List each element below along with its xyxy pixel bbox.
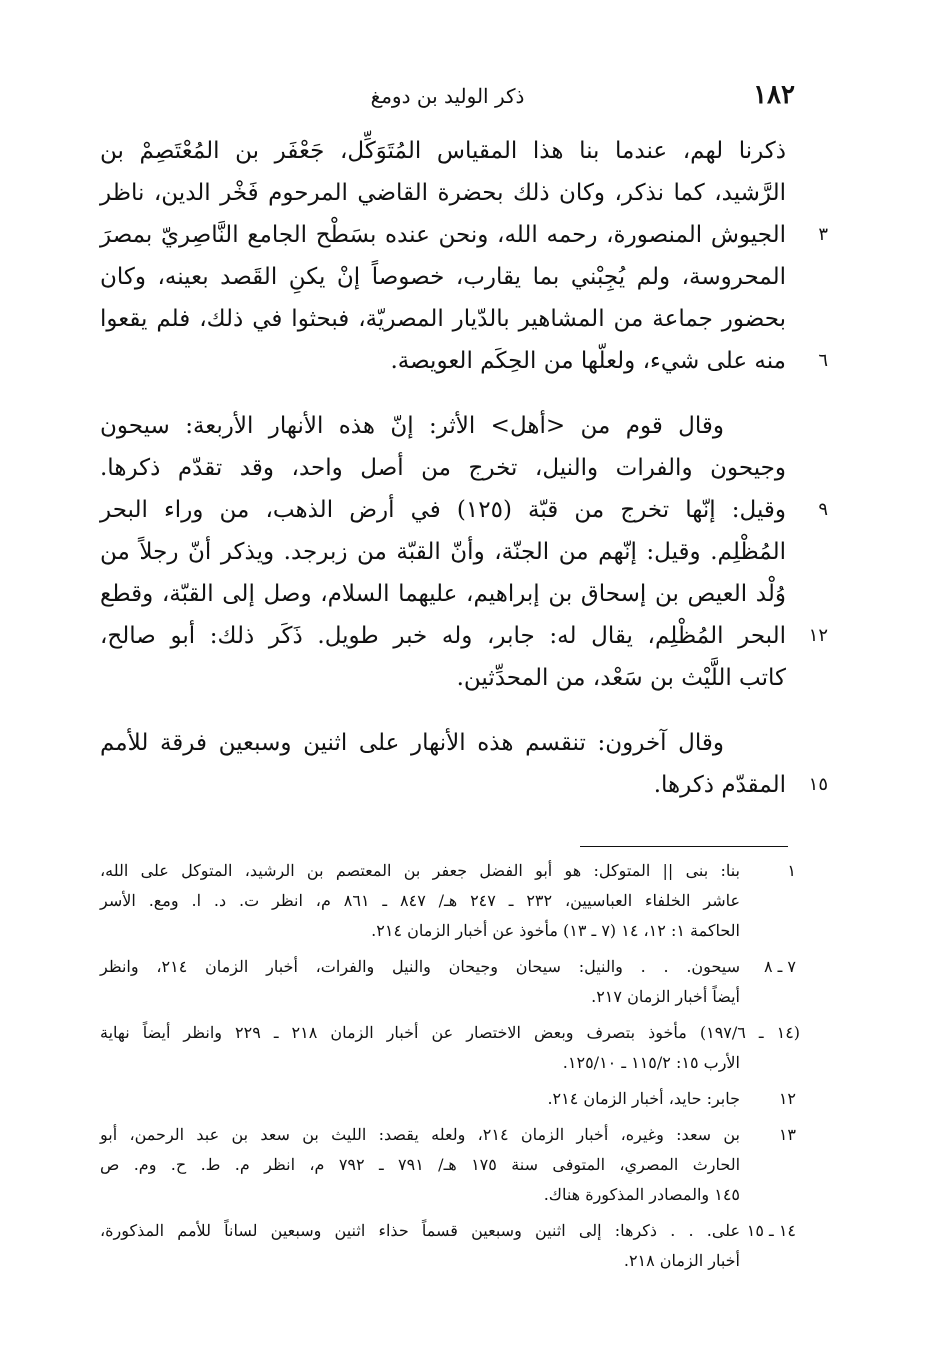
footnote-line: ١٤٥ والمصادر المذكورة هناك. <box>543 1185 740 1204</box>
line-text: وُلْد العيص بن إسحاق بن إبراهيم، عليهما السلام، وصل إلى القبّة، وقطع <box>100 581 786 607</box>
main-text <box>100 130 828 806</box>
footnote-line: بن سعد: وغيره، أخبار الزمان ٢١٤، ولعله يقصد: الليث بن سعد بن عبد الرحمن، أبو <box>100 1125 741 1144</box>
text-line <box>100 172 786 214</box>
text-line <box>100 256 786 298</box>
line-number: ٣ <box>818 224 828 245</box>
footnote-line: الحاكمة ١: ١٢، ١٤ (٧ ـ ١٣) مأخوذ عن أخبار الزمان ٢١٤. <box>371 921 740 940</box>
text-line <box>100 764 828 806</box>
text-line <box>100 447 786 489</box>
page-number: ١٨٢ <box>753 80 795 110</box>
line-number: ١٥ <box>808 774 828 795</box>
footnote-line-with-ref <box>100 1018 800 1048</box>
text-line <box>100 489 828 531</box>
line-text: المحروسة، ولم يُجِبْني بما يقارب، خصوصاً إنْ يكنِ القَصد بعينه، وكان <box>100 264 786 290</box>
footnote-line: أخبار الزمان ٢١٨. <box>623 1251 740 1270</box>
footnote-line: سيحون. . . والنيل: سيحان وجيحان والنيل والفرات، أخبار الزمان ٢١٤، وانظر <box>100 957 741 976</box>
line-text: بحضور جماعة من المشاهير بالدّيار المصريّة، فبحثوا في ذلك، فلم يقعوا <box>100 306 786 332</box>
footnote-line: أيضاً أخبار الزمان ٢١٧. <box>591 987 740 1006</box>
footnote-ref: ١٣ <box>778 1125 796 1144</box>
footnote <box>100 1084 800 1114</box>
line-number: ٦ <box>818 350 828 371</box>
text-line <box>100 214 828 256</box>
line-text: وقال قوم من <أهل> الأثر: إنّ هذه الأنهار الأربعة: سيحون <box>100 413 724 439</box>
footnote-line: على. . . ذكرها: إلى اثنين وسبعين قسماً حذاء اثنين وسبعين لساناً للأمم المذكورة، <box>100 1221 740 1240</box>
line-text: وجيحون والفرات والنيل، تخرج من أصل واحد، وقد تقدّم ذكرها. <box>100 455 786 481</box>
footnote-ref: ١٤ ـ ١٥ <box>746 1221 796 1240</box>
line-text: الجيوش المنصورة، رحمه الله، ونحن عنده بسَطْح الجامع النَّاصِريّ بمصرَ <box>100 222 786 248</box>
line-text: المُظْلِم. وقيل: إنّهم من الجنّة، وأنّ القبّة من زبرجد. ويذكر أنّ رجلاً من <box>100 539 786 565</box>
footnote-line: عاشر الخلفاء العباسيين، ٢٣٢ ـ ٢٤٧ هـ/ ٨٤٧ ـ ٨٦١ م، انظر ت. د. ا. ومع. الأسر <box>100 891 741 910</box>
footnote-ref: ١ <box>787 861 796 880</box>
line-number: ٩ <box>818 499 828 520</box>
text-line <box>100 722 786 764</box>
line-text: كاتب اللَّيْث بن سَعْد، من المحدِّثين. <box>456 665 786 691</box>
footnote-line: بنا: بنى || المتوكل: هو أبو الفضل جعفر بن المعتصم بن الرشيد، المتوكل على الله، <box>100 861 740 880</box>
text-line <box>100 615 828 657</box>
line-text: الرَّشيد، كما نذكر، وكان ذلك بحضرة القاضي المرحوم فَخْر الدين، ناظر <box>100 180 786 206</box>
footnotes <box>100 856 800 1282</box>
text-line <box>100 405 786 447</box>
text-line <box>100 298 786 340</box>
line-text: المقدّم ذكرها. <box>653 772 786 798</box>
text-line <box>100 573 786 615</box>
line-text: ذكرنا لهم، عندما بنا هذا المقياس المُتَوَكِّل، جَعْفَر بن المُعْتَصِمْ بن <box>100 138 786 164</box>
line-text: وقال آخرون: تنقسم هذه الأنهار على اثنين وسبعين فرقة للأمم <box>100 730 724 756</box>
footnote <box>100 856 800 946</box>
footnote <box>100 1120 800 1210</box>
line-number: ١٢ <box>808 625 828 646</box>
footnote-ref: ٧ ـ ٨ <box>763 957 796 976</box>
footnote <box>100 1216 800 1276</box>
footnote-ref: ١٢ <box>778 1089 796 1108</box>
line-text: البحر المُظْلِم، يقال له: جابر، وله خبر طويل. ذَكَر ذلك: أبو صالح، <box>100 623 786 649</box>
paragraph <box>100 130 828 382</box>
footnote-line: الأرب ١٥: ١١٥/٢ ـ ١٢٥/١٠. <box>562 1053 740 1072</box>
paragraph <box>100 722 828 806</box>
footnote-line: الحارث المصري، المتوفى سنة ١٧٥ هـ/ ٧٩١ ـ ٧٩٢ م، انظر م. ط. ح. وم. ص <box>100 1155 741 1174</box>
text-line <box>100 130 786 172</box>
line-text: وقيل: إنّها تخرج من قبّة (١٢٥) في أرض الذهب، من وراء البحر <box>100 497 786 523</box>
footnote-ref: (١٤ ـ ١٩٧/٦) <box>699 1023 801 1042</box>
text-line <box>100 531 786 573</box>
paragraph <box>100 405 828 699</box>
footnote <box>100 952 800 1012</box>
footnote-rule <box>580 846 788 847</box>
footnote <box>100 1018 800 1078</box>
footnote-line: مأخوذ بتصرف وبعض الاختصار عن أخبار الزمان ٢١٨ ـ ٢٢٩ وانظر أيضاً نهاية <box>100 1023 687 1042</box>
running-header <box>100 80 795 114</box>
text-line <box>100 657 786 699</box>
text-line <box>100 340 828 382</box>
footnote-line: جابر: حايد، أخبار الزمان ٢١٤. <box>547 1089 740 1108</box>
running-title: ذكر الوليد بن دومغ <box>370 84 525 108</box>
line-text: منه على شيء، ولعلّها من الحِكَم العويصة. <box>390 348 786 374</box>
